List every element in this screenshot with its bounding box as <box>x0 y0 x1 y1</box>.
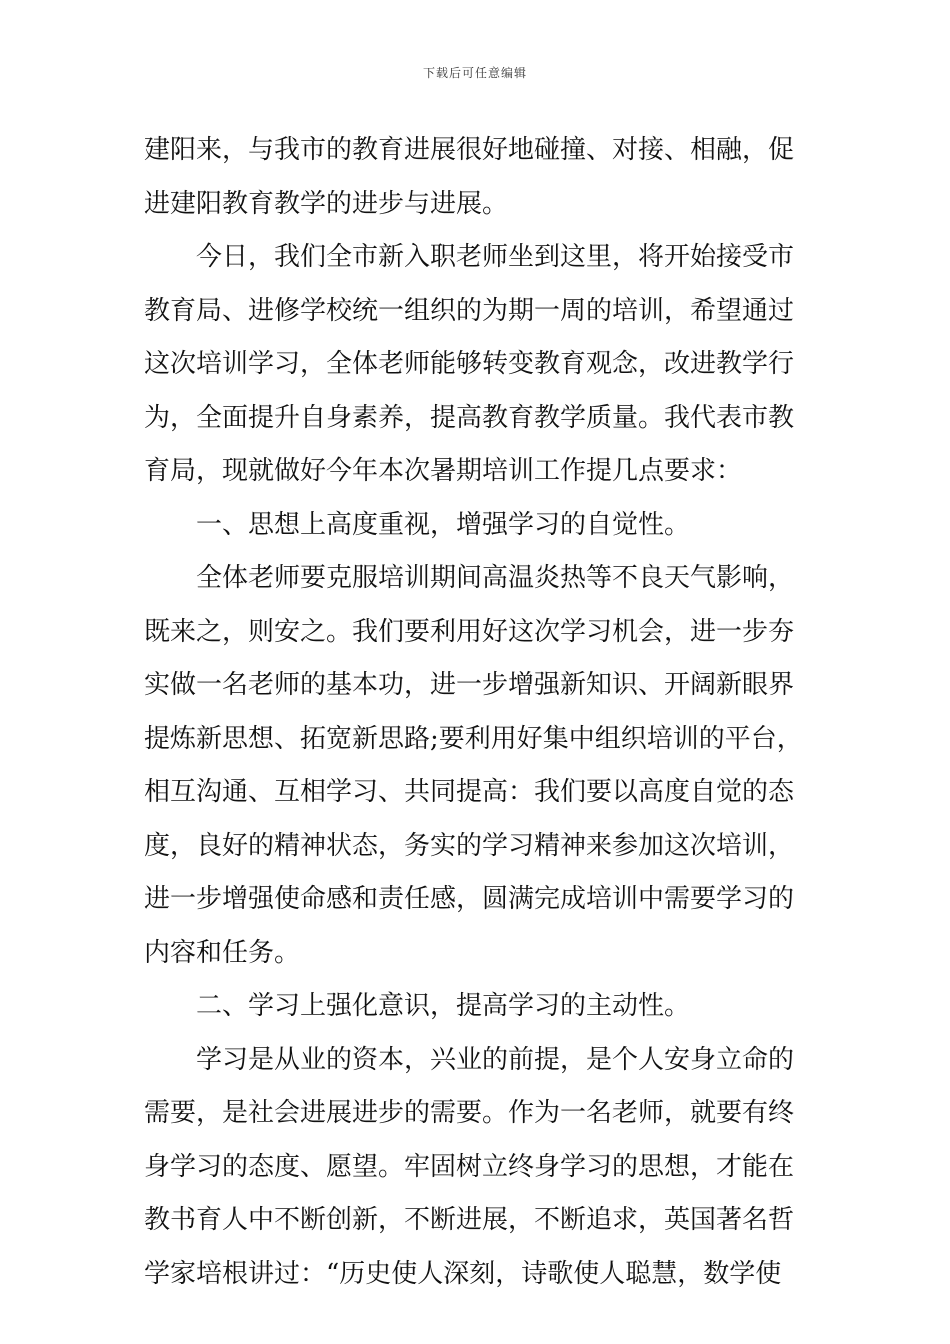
text-line: 实做一名老师的基本功，进一步增强新知识、开阔新眼界 <box>144 670 795 700</box>
text-line: 学家培根讲过：“历史使人深刻，诗歌使人聪慧，数学使 <box>144 1258 782 1289</box>
text-line: 需要，是社会进展进步的需要。作为一名老师，就要有终 <box>144 1098 795 1128</box>
text-line: 育局，现就做好今年本次暑期培训工作提几点要求： <box>144 456 743 486</box>
page-header: 下载后可任意编辑 <box>422 66 527 80</box>
text-line: 提炼新思想、拓宽新思路;要利用好集中组织培训的平台， <box>144 723 803 754</box>
text-line: 学习是从业的资本，兴业的前提，是个人安身立命的 <box>196 1044 795 1075</box>
document-body <box>144 124 808 1301</box>
section-heading: 二、学习上强化意识，提高学习的主动性。 <box>196 991 691 1021</box>
text-line: 进一步增强使命感和责任感，圆满完成培训中需要学习的 <box>144 884 795 914</box>
text-line: 全体老师要克服培训期间高温炎热等不良天气影响， <box>196 563 795 593</box>
text-line: 教育局、进修学校统一组织的为期一周的培训，希望通过 <box>144 295 795 326</box>
section-heading: 一、思想上高度重视，增强学习的自觉性。 <box>196 509 691 540</box>
text-line: 今日，我们全市新入职老师坐到这里，将开始接受市 <box>196 242 795 272</box>
text-line: 度，良好的精神状态，务实的学习精神来参加这次培训， <box>144 830 795 861</box>
text-line: 既来之，则安之。我们要利用好这次学习机会，进一步夯 <box>144 616 795 647</box>
text-line: 身学习的态度、愿望。牢固树立终身学习的思想，才能在 <box>144 1151 795 1182</box>
text-line: 相互沟通、互相学习、共同提高：我们要以高度自觉的态 <box>144 777 795 807</box>
text-line: 为，全面提升自身素养，提高教育教学质量。我代表市教 <box>144 402 795 433</box>
text-line: 教书育人中不断创新，不断进展，不断追求，英国著名哲 <box>144 1205 795 1235</box>
text-line: 内容和任务。 <box>144 937 301 968</box>
text-line: 进建阳教育教学的进步与进展。 <box>144 188 509 219</box>
text-line: 建阳来，与我市的教育进展很好地碰撞、对接、相融，促 <box>144 135 795 165</box>
text-line: 这次培训学习，全体老师能够转变教育观念，改进教学行 <box>144 349 795 379</box>
